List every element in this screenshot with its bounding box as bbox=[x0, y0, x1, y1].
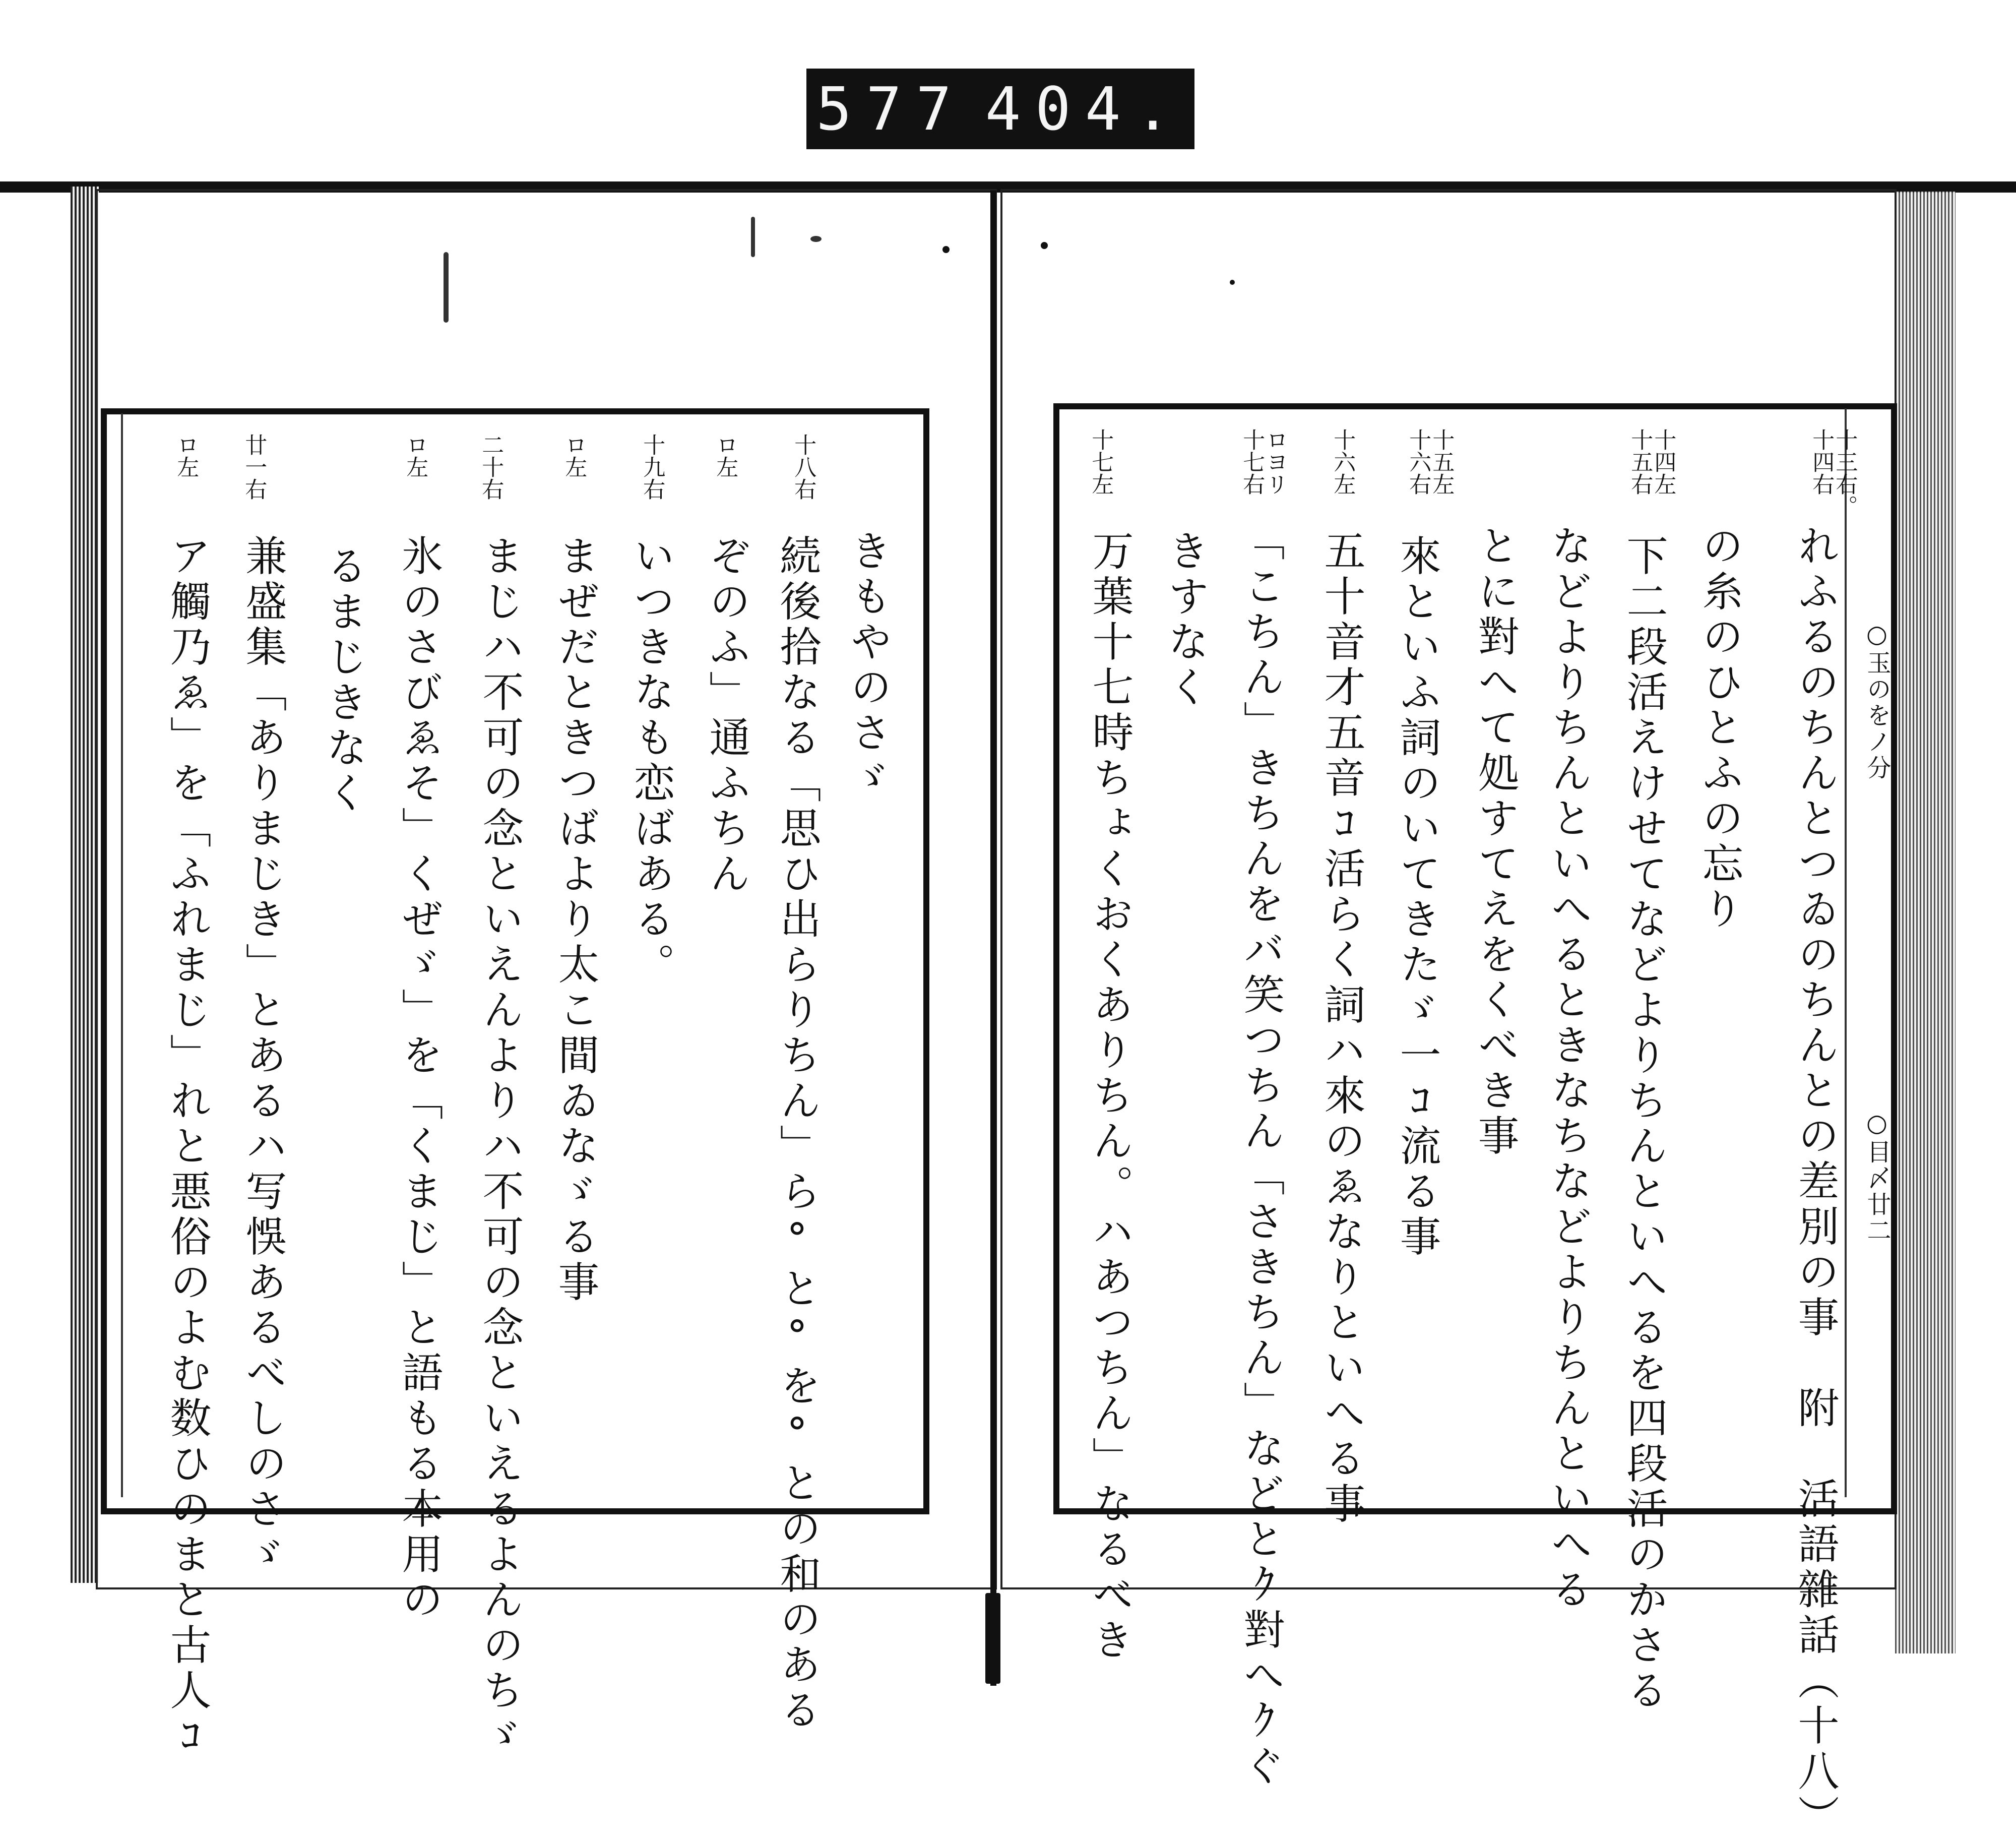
ink-stroke bbox=[751, 217, 755, 257]
column-ref: 十八右 bbox=[790, 434, 816, 500]
column-ref: ロ左 bbox=[712, 434, 738, 478]
right-frame-inner-rule bbox=[1845, 408, 1847, 1497]
column-ref: ロ左 bbox=[402, 434, 428, 478]
call-number-left: 577 bbox=[816, 74, 966, 144]
right-page-stack-edge bbox=[1895, 192, 1956, 1653]
column-ref: 十三右。 十四右 bbox=[1808, 428, 1858, 517]
column-ref: 十六左 bbox=[1330, 428, 1356, 495]
text-column: いつきなも恋ばある。 bbox=[627, 534, 675, 988]
text-column: の糸のひとふの忘り bbox=[1695, 524, 1743, 933]
text-column: 氷のさびゑそ」くぜゞ」を「くまじ」と語もる本用の bbox=[395, 534, 443, 1623]
column-ref: 十五左 十六右 bbox=[1405, 428, 1455, 495]
ink-speck bbox=[810, 236, 822, 242]
text-column: 続後拾なる「思ひ出らりちん」ら°と°を°との和のある bbox=[773, 534, 821, 1734]
text-column: きすなく bbox=[1161, 529, 1209, 711]
column-ref: ロヨリ 十七右 bbox=[1239, 428, 1288, 495]
left-binding-edge bbox=[71, 187, 99, 1583]
right-page-header-bottom: ○目〆廿二 bbox=[1863, 1109, 1891, 1244]
text-column: きもやのさゞ bbox=[844, 529, 892, 802]
column-ref: 十九右 bbox=[639, 434, 665, 500]
text-column: 兼盛集「ありまじき」とあるハ写悞あるべしのさゞ bbox=[239, 534, 287, 1578]
text-column: 万葉十七時ちょくおくありちん。ハあつちん」なるべき bbox=[1086, 529, 1133, 1664]
column-ref: 廿一右 bbox=[241, 434, 267, 500]
ink-speck bbox=[942, 246, 950, 253]
text-column: ぞのふ」通ふちん bbox=[703, 534, 750, 897]
text-column: 「こちん」きちんをバ笑つちん「さきちん」などとｸ對へｸぐ bbox=[1237, 519, 1285, 1790]
ink-speck bbox=[1230, 280, 1235, 285]
column-ref: 十七左 bbox=[1088, 428, 1114, 495]
text-column: れふるのちんとつゐのちんとの差別の事 附 活語雜話（十八） bbox=[1791, 524, 1839, 1840]
left-frame-inner-rule bbox=[121, 413, 123, 1497]
text-column: 五十音才五音ｺ活らく詞ハ來のゑなりといへる事 bbox=[1317, 529, 1365, 1527]
call-number-right: 404. bbox=[985, 74, 1185, 144]
column-ref: 二十右 bbox=[478, 434, 504, 500]
text-column: 下二段活えけせてなどよりちんといへるを四段活のかさる bbox=[1620, 534, 1668, 1714]
text-column: まじハ不可の念といえんよりハ不可の念といえるよんのちゞ bbox=[476, 534, 524, 1759]
text-column: ア觸乃ゑ」を「ふれまじ」れと悪俗のよむ数ひのまと古人ｺ bbox=[163, 534, 211, 1759]
call-number-label bbox=[806, 69, 1194, 149]
column-ref: ロ左 bbox=[561, 434, 587, 478]
book-spine bbox=[990, 191, 996, 1686]
spine-shadow bbox=[985, 1593, 1000, 1684]
text-column: 來といふ詞のいてきたゞ一ｺ流る事 bbox=[1393, 534, 1441, 1260]
text-column: るまじきなく bbox=[320, 544, 367, 817]
column-ref: ロ左 bbox=[173, 434, 199, 478]
text-column: まぜだときつばより太こ間ゐなゞる事 bbox=[551, 534, 599, 1306]
text-column: とに對へて処すてえをくべき事 bbox=[1471, 524, 1519, 1159]
text-column: などよりちんといへるときなちなどよりちんといへる bbox=[1544, 524, 1592, 1613]
ink-speck bbox=[1041, 242, 1048, 249]
ink-stroke bbox=[444, 252, 449, 323]
column-ref: 十四左 十五右 bbox=[1627, 428, 1676, 495]
right-page-header-top: ○玉のをノ分 bbox=[1863, 620, 1891, 781]
